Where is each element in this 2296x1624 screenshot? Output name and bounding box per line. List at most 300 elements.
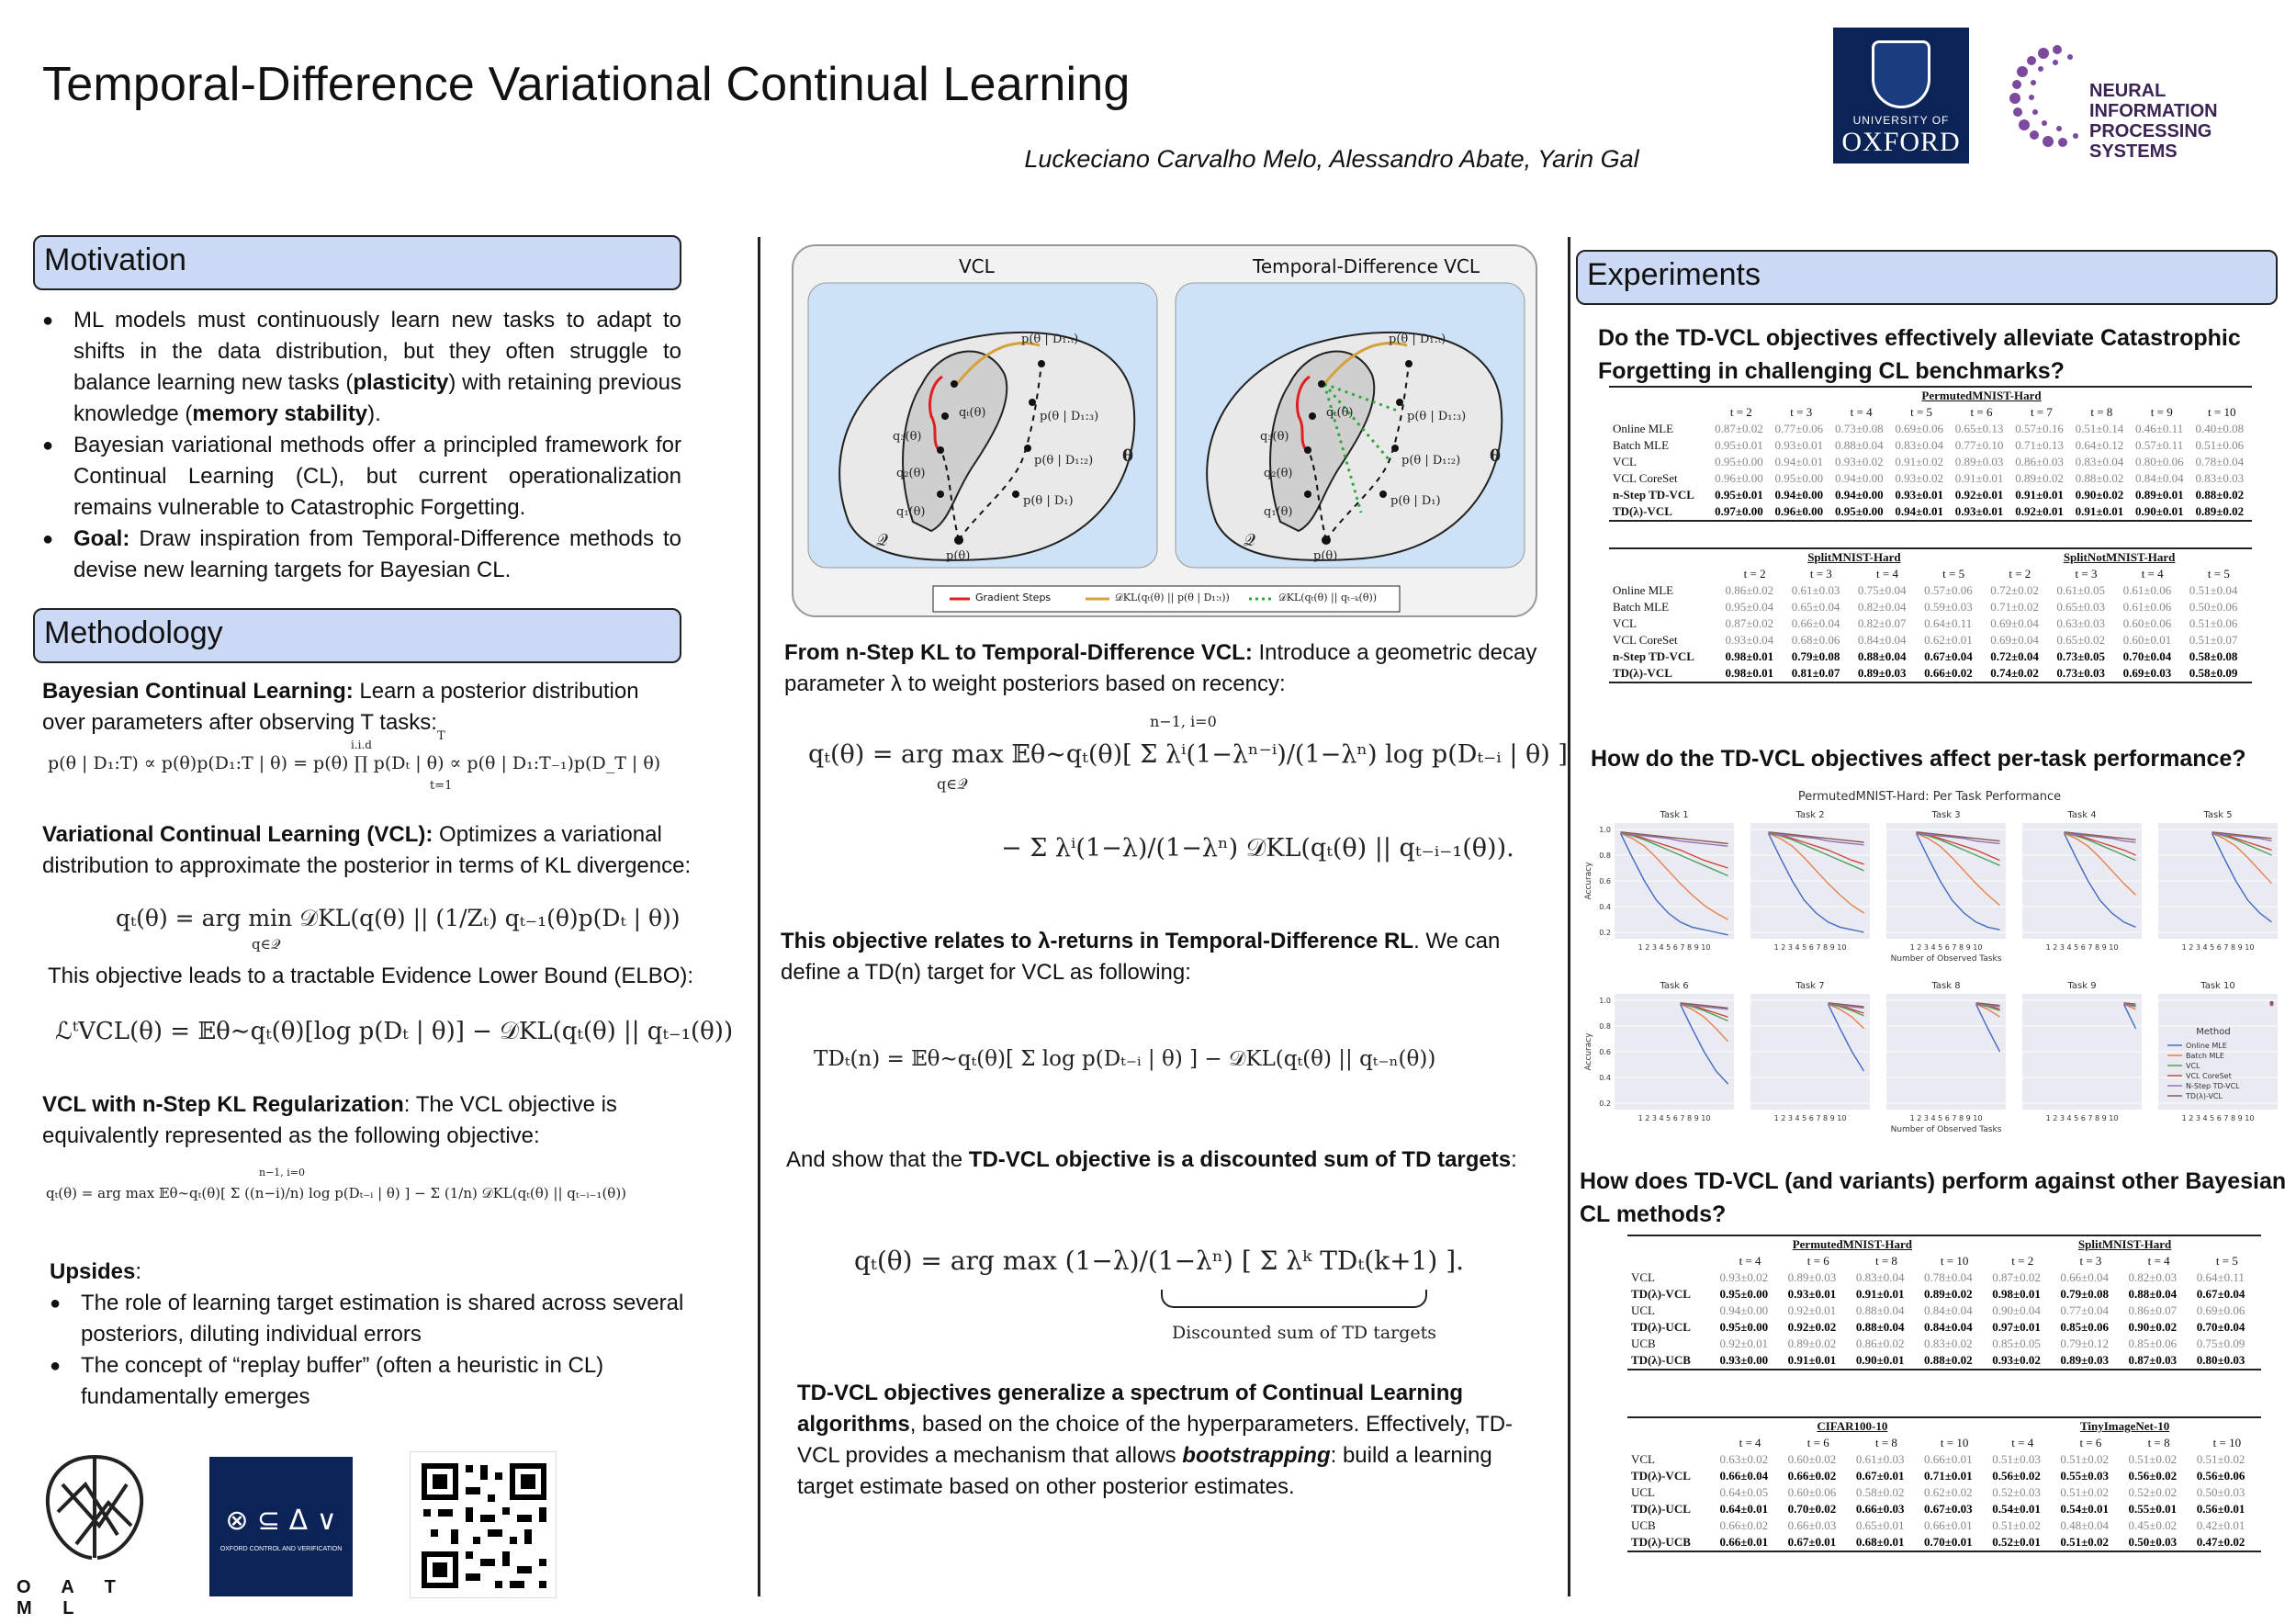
eq-td-sum: n−1, i=0 — [1150, 713, 1217, 730]
table-cell: 0.70±0.04 — [2196, 1320, 2245, 1334]
table-cell: 0.97±0.01 — [1992, 1320, 2041, 1334]
table-cell: 0.51±0.07 — [2189, 633, 2238, 647]
question-1: Do the TD-VCL objectives effectively alleviate Catastrophic Forgetting in challenging CL benchmarks? — [1598, 325, 2241, 384]
table-cell: 0.71±0.13 — [2015, 438, 2064, 452]
diagram-q1-right: q₁(θ) — [1264, 505, 1293, 519]
table-cell: 0.61±0.06 — [2122, 583, 2172, 597]
table-cell: 0.84±0.04 — [1857, 633, 1907, 647]
eq-bayes — [48, 729, 661, 793]
oxford-crest-icon — [1872, 40, 1930, 108]
upsides-label-text: Upsides — [50, 1259, 136, 1284]
table-cell: 0.93±0.01 — [1954, 504, 2004, 518]
table-cell: 0.88±0.04 — [1834, 438, 1884, 452]
table-cell: 0.95±0.01 — [1715, 438, 1763, 452]
table1-title: PermutedMNIST-Hard — [1921, 389, 2042, 402]
eq-elbo: ℒᵗVCL(θ) = 𝔼θ∼qₜ(θ)[log p(Dₜ | θ)] − 𝒟KL(qₜ(θ) || qₜ₋₁(θ)) — [55, 1018, 734, 1045]
table-cell: 0.56±0.06 — [2196, 1469, 2245, 1483]
motivation-item — [42, 524, 681, 586]
table-cell: 0.42±0.01 — [2196, 1518, 2245, 1532]
table-row — [1609, 503, 2252, 520]
column-header: t = 8 — [2147, 1436, 2170, 1449]
column-header: t = 2 — [2009, 567, 2032, 581]
legend-entry: TD(λ)-VCL — [2186, 1092, 2223, 1100]
table-row — [1609, 632, 2252, 648]
table-cell: 0.70±0.02 — [1787, 1502, 1837, 1516]
vcl-label: Variational Continual Learning (VCL): — [42, 822, 433, 847]
diagram-p13: p(θ | D₁:₃) — [1040, 410, 1099, 423]
motivation-b1-memory: memory stability — [192, 401, 368, 426]
table-cell: 0.86±0.03 — [2015, 455, 2064, 468]
subplot-title: Task 9 — [2067, 981, 2097, 991]
table-row — [1609, 599, 2252, 615]
eq-brace-label: Discounted sum of TD targets — [1172, 1323, 1437, 1343]
table-cell: 0.66±0.04 — [2060, 1270, 2109, 1284]
table-cell: 0.51±0.02 — [2128, 1452, 2178, 1466]
table-cell: 0.63±0.02 — [1719, 1452, 1769, 1466]
table-cell: 0.89±0.02 — [2195, 504, 2245, 518]
neurips-logo — [2002, 37, 2278, 162]
legend-title: Method — [2196, 1027, 2231, 1037]
eq-td-sub: q∈𝒬 — [937, 775, 968, 793]
table-cell: 0.93±0.02 — [1719, 1270, 1769, 1284]
column-header: t = 5 — [1942, 567, 1965, 581]
table-row — [1627, 1468, 2261, 1484]
method-name: UCL — [1631, 1485, 1655, 1499]
table-cell: 0.64±0.11 — [2196, 1270, 2245, 1284]
table-cell: 0.56±0.02 — [2128, 1469, 2178, 1483]
eq-bayes-lower: t=1 — [430, 779, 453, 793]
table-cell: 0.69±0.06 — [1895, 422, 1943, 435]
column-header: t = 10 — [1940, 1254, 1969, 1268]
subplot-title: Task 2 — [1795, 810, 1825, 820]
subplot-title: Task 4 — [2067, 810, 2097, 820]
table-cell: 0.54±0.01 — [2060, 1502, 2109, 1516]
motivation-b1-post: ). — [367, 401, 381, 426]
table-cell: 0.80±0.06 — [2135, 455, 2184, 468]
column-header: t = 4 — [1739, 1254, 1761, 1268]
motivation-goal-label: Goal: — [73, 526, 130, 551]
table-cell: 0.89±0.03 — [2060, 1353, 2109, 1367]
table-cell: 0.68±0.06 — [1791, 633, 1840, 647]
diagram-p1t-right: p(θ | D₁:ₜ) — [1389, 333, 1446, 346]
diagram-qt-right: qₜ(θ) — [1326, 406, 1354, 420]
y-tick-label: 0.2 — [1599, 929, 1611, 937]
method-name: TD(λ)-UCL — [1631, 1320, 1691, 1334]
table-row — [1627, 1319, 2261, 1336]
method-name: TD(λ)-UCL — [1631, 1502, 1691, 1516]
method-name: UCL — [1631, 1303, 1655, 1317]
table-cell: 0.84±0.04 — [2135, 471, 2184, 485]
x-tick-labels: 1 2 3 4 5 6 7 8 9 10 — [2181, 1114, 2255, 1122]
qr-code-icon — [411, 1452, 557, 1599]
method-name: Online MLE — [1613, 583, 1674, 597]
table-cell: 0.73±0.03 — [2056, 666, 2106, 680]
neurips-line2: PROCESSING SYSTEMS — [2089, 121, 2212, 162]
table-cell: 0.66±0.01 — [1924, 1518, 1973, 1532]
table-cell: 0.90±0.01 — [2135, 504, 2184, 518]
oxford-logo-line2: OXFORD — [1841, 127, 1961, 157]
eq-vcl-text: qₜ(θ) = arg min 𝒟KL(q(θ) || (1/Zₜ) qₜ₋₁(θ)p(Dₜ | θ)) — [116, 905, 681, 931]
table-cell: 0.66±0.02 — [1924, 666, 1973, 680]
table-cell: 0.69±0.04 — [1990, 633, 2039, 647]
eq-nstep-sum: n−1, i=0 — [259, 1167, 306, 1179]
x-tick-labels: 1 2 3 4 5 6 7 8 9 10 — [1773, 943, 1847, 952]
poster-title: Temporal-Difference Variational Continual Learning — [42, 58, 1131, 111]
table-cell: 0.90±0.01 — [1855, 1353, 1905, 1367]
column-header: t = 4 — [2141, 567, 2164, 581]
table-cell: 0.88±0.04 — [1857, 649, 1907, 663]
table-cell: 0.95±0.00 — [1719, 1287, 1769, 1301]
y-tick-label: 1.0 — [1599, 826, 1611, 834]
table-cell: 0.57±0.11 — [2135, 438, 2184, 452]
x-tick-labels: 1 2 3 4 5 6 7 8 9 10 — [1773, 1114, 1847, 1122]
x-tick-labels: 1 2 3 4 5 6 7 8 9 10 — [1638, 943, 1711, 952]
method-name: TD(λ)-VCL — [1613, 504, 1672, 518]
td-intro-label: From n-Step KL to Temporal-Difference VCL: — [784, 640, 1253, 665]
table-cell: 0.98±0.01 — [1725, 666, 1774, 680]
eq-tdn: TDₜ(n) = 𝔼θ∼qₜ(θ)[ Σ log p(Dₜ₋ᵢ | θ) ] − 𝒟KL(qₜ(θ) || qₜ₋ₙ(θ)) — [814, 1047, 1436, 1071]
table-cell: 0.67±0.04 — [2196, 1287, 2245, 1301]
table-cell: 0.64±0.12 — [2075, 438, 2124, 452]
qr-code[interactable] — [410, 1451, 557, 1598]
table-cell: 0.60±0.01 — [2122, 633, 2172, 647]
table-cell: 0.92±0.01 — [2015, 504, 2064, 518]
table-cell: 0.86±0.02 — [1855, 1336, 1905, 1350]
x-tick-labels: 1 2 3 4 5 6 7 8 9 10 — [1638, 1114, 1711, 1122]
table-cell: 0.91±0.02 — [1895, 455, 1943, 468]
table-cell: 0.45±0.02 — [2128, 1518, 2178, 1532]
y-tick-label: 0.2 — [1599, 1100, 1611, 1108]
table-cell: 0.90±0.02 — [2128, 1320, 2178, 1334]
table-cell: 0.71±0.01 — [1924, 1469, 1973, 1483]
table-row — [1627, 1534, 2261, 1551]
table-cell: 0.69±0.06 — [2196, 1303, 2245, 1317]
table-cell: 0.87±0.03 — [2128, 1353, 2178, 1367]
lambda-text: . We can define a TD(n) target for VCL as following: — [781, 929, 1501, 985]
column-header: t = 10 — [1940, 1436, 1969, 1449]
experiments-heading: Experiments — [1576, 250, 2278, 305]
lambda-paragraph — [781, 926, 1534, 988]
table-cell: 0.74±0.02 — [1990, 666, 2039, 680]
legend-kl: 𝒟KL(qₜ(θ) || p(θ | D₁:ₜ)) — [1115, 592, 1230, 603]
table-cell: 0.95±0.04 — [1725, 600, 1774, 614]
table-cell: 0.59±0.03 — [1924, 600, 1973, 614]
column-header: t = 2 — [2011, 1254, 2034, 1268]
table-ucl-ucb-2 — [1627, 1416, 2261, 1552]
table-cell: 0.93±0.02 — [1895, 471, 1943, 485]
table-row — [1609, 665, 2252, 682]
column-header: t = 4 — [1876, 567, 1898, 581]
table-cell: 0.61±0.06 — [2122, 600, 2172, 614]
y-tick-label: 0.4 — [1599, 903, 1611, 911]
table-cell: 0.61±0.03 — [1855, 1452, 1905, 1466]
table-cell: 0.66±0.01 — [1719, 1535, 1769, 1549]
table-cell: 0.52±0.03 — [1992, 1485, 2041, 1499]
table-cell: 0.52±0.01 — [1992, 1535, 2041, 1549]
table-cell: 0.94±0.01 — [1895, 504, 1943, 518]
oatml-text: O A T M L — [17, 1577, 129, 1618]
table-cell: 0.65±0.02 — [2056, 633, 2106, 647]
diagram-p13-right: p(θ | D₁:₃) — [1407, 410, 1467, 423]
pertask-title: PermutedMNIST-Hard: Per Task Performance — [1797, 790, 2062, 804]
show-pre: And show that the — [786, 1147, 969, 1172]
table-cell: 0.95±0.00 — [1719, 1320, 1769, 1334]
diagram-Q-right: 𝒬 — [1244, 531, 1255, 550]
table-cell: 0.51±0.02 — [2060, 1485, 2109, 1499]
oxford-logo — [1833, 28, 1969, 164]
column-header: t = 3 — [2075, 567, 2098, 581]
eq-td1-text: qₜ(θ) = arg max 𝔼θ∼qₜ(θ)[ Σ λⁱ(1−λⁿ⁻ⁱ)/(1−λⁿ) log p(Dₜ₋ᵢ | θ) ] — [808, 740, 1568, 769]
column-divider-2 — [1568, 237, 1570, 1596]
table-cell: 0.83±0.04 — [1855, 1270, 1905, 1284]
table-cell: 0.61±0.03 — [1791, 583, 1840, 597]
bcl-paragraph — [42, 676, 685, 739]
table-cell: 0.89±0.03 — [1954, 455, 2004, 468]
diagram-p1-right: p(θ | D₁) — [1390, 494, 1441, 508]
oatml-brain-icon — [35, 1448, 154, 1567]
table-cell: 0.95±0.01 — [1715, 488, 1763, 502]
table-row — [1609, 615, 2252, 632]
method-name: UCB — [1631, 1336, 1656, 1350]
table-cell: 0.87±0.02 — [1725, 616, 1774, 630]
table-cell: 0.93±0.01 — [1774, 438, 1824, 452]
eq-bayes-text: p(θ | D₁:T) ∝ p(θ)p(D₁:T | θ) = p(θ) ∏ p(Dₜ | θ) ∝ p(θ | D₁:T₋₁)p(D_T | θ) — [48, 753, 661, 773]
table2-title-a: SplitMNIST-Hard — [1807, 550, 1901, 564]
table-cell: 0.60±0.06 — [1787, 1485, 1837, 1499]
table-cell: 0.89±0.03 — [1787, 1270, 1837, 1284]
table-cell: 0.65±0.13 — [1954, 422, 2004, 435]
method-name: TD(λ)-VCL — [1631, 1469, 1691, 1483]
diagram-q2: q₂(θ) — [896, 467, 926, 480]
motivation-list — [42, 305, 681, 586]
table-cell: 0.89±0.03 — [1857, 666, 1907, 680]
table-cell: 0.46±0.11 — [2135, 422, 2184, 435]
nstep-label: VCL with n-Step KL Regularization — [42, 1092, 404, 1117]
generalize-mid: , based on the choice of the hyperparameters. Effectively, TD-VCL provides a mechanism that allows — [797, 1412, 1514, 1468]
y-tick-label: 1.0 — [1599, 997, 1611, 1005]
diagram-q3-right: q₃(θ) — [1260, 430, 1289, 444]
table-cell: 0.77±0.06 — [1774, 422, 1824, 435]
table-cell: 0.91±0.01 — [2015, 488, 2064, 502]
method-name: VCL CoreSet — [1613, 471, 1678, 485]
method-name: UCB — [1631, 1518, 1656, 1532]
table-cell: 0.94±0.00 — [1719, 1303, 1769, 1317]
table-cell: 0.77±0.04 — [2060, 1303, 2109, 1317]
table-cell: 0.48±0.04 — [2060, 1518, 2109, 1532]
column-header: t = 6 — [1806, 1254, 1829, 1268]
table-cell: 0.86±0.02 — [1725, 583, 1774, 597]
x-tick-labels: 1 2 3 4 5 6 7 8 9 10 — [2045, 943, 2119, 952]
column-header: t = 8 — [1874, 1436, 1897, 1449]
table-cell: 0.70±0.04 — [2122, 649, 2172, 663]
diagram-theta-right: θ — [1490, 446, 1502, 466]
subplot-title: Task 1 — [1660, 810, 1689, 820]
authors: Luckeciano Carvalho Melo, Alessandro Abate, Yarin Gal — [1024, 145, 1639, 173]
table-cell: 0.55±0.03 — [2060, 1469, 2109, 1483]
table4-title-a: CIFAR100-10 — [1817, 1419, 1888, 1433]
x-tick-labels: 1 2 3 4 5 6 7 8 9 10 — [2181, 943, 2255, 952]
table-cell: 0.78±0.04 — [1924, 1270, 1973, 1284]
table-cell: 0.66±0.04 — [1719, 1469, 1769, 1483]
table-cell: 0.88±0.04 — [2128, 1287, 2178, 1301]
table-cell: 0.85±0.06 — [2060, 1320, 2109, 1334]
table-cell: 0.84±0.04 — [1924, 1320, 1973, 1334]
table-permuted-mnist — [1609, 386, 2252, 522]
column-header: t = 7 — [2030, 405, 2053, 419]
column-header: t = 2 — [1743, 567, 1766, 581]
table-cell: 0.66±0.01 — [1924, 1452, 1973, 1466]
eq-bayes-upper: T — [437, 729, 445, 743]
nstep-text: : The VCL objective is equivalently represented as the following objective: — [42, 1092, 617, 1148]
bcl-label: Bayesian Continual Learning: — [42, 679, 354, 704]
method-name: TD(λ)-UCB — [1631, 1535, 1691, 1549]
table-cell: 0.91±0.01 — [1787, 1353, 1837, 1367]
column-header: t = 6 — [1970, 405, 1993, 419]
table4-title-b: TinyImageNet-10 — [2079, 1419, 2170, 1433]
x-tick-labels: 1 2 3 4 5 6 7 8 9 10 — [1909, 943, 1983, 952]
table-cell: 0.57±0.06 — [1924, 583, 1973, 597]
motivation-heading: Motivation — [33, 235, 681, 290]
table-cell: 0.60±0.02 — [1787, 1452, 1837, 1466]
vcl-paragraph — [42, 819, 713, 882]
diagram-p1: p(θ | D₁) — [1023, 494, 1074, 508]
table-row — [1609, 421, 2252, 437]
table-row — [1627, 1451, 2261, 1468]
table-cell: 0.87±0.02 — [1992, 1270, 2041, 1284]
y-tick-label: 0.6 — [1599, 1048, 1611, 1056]
subplot-title: Task 3 — [1931, 810, 1961, 820]
table-cell: 0.65±0.01 — [1855, 1518, 1905, 1532]
diagram-p12-right: p(θ | D₁:₂) — [1401, 454, 1461, 468]
upside-item: ● The role of learning target estimation is shared across several posteriors, diluting individual errors — [50, 1288, 711, 1350]
motivation-b1-plasticity: plasticity — [353, 370, 449, 395]
table-cell: 0.54±0.01 — [1992, 1502, 2041, 1516]
table-cell: 0.64±0.11 — [1924, 616, 1973, 630]
table-cell: 0.91±0.01 — [1855, 1287, 1905, 1301]
table-cell: 0.55±0.01 — [2128, 1502, 2178, 1516]
eq-vcl-sub: q∈𝒬 — [252, 936, 281, 953]
table-cell: 0.81±0.07 — [1791, 666, 1840, 680]
table-row — [1627, 1501, 2261, 1517]
question-3: How does TD-VCL (and variants) perform against other Bayesian CL methods? — [1580, 1168, 2287, 1227]
column-header: t = 3 — [1790, 405, 1813, 419]
table-cell: 0.50±0.03 — [2128, 1535, 2178, 1549]
table-cell: 0.52±0.02 — [2128, 1485, 2178, 1499]
y-tick-label: 0.6 — [1599, 877, 1611, 885]
table-cell: 0.82±0.03 — [2128, 1270, 2178, 1284]
td-intro-paragraph — [784, 637, 1537, 700]
table-cell: 0.65±0.04 — [1791, 600, 1840, 614]
diagram-p0: p(θ) — [946, 549, 971, 563]
subplot-title: Task 5 — [2203, 810, 2233, 820]
table-cell: 0.89±0.02 — [2015, 471, 2064, 485]
table-row — [1609, 470, 2252, 487]
upside-item: ● The concept of “replay buffer” (often a heuristic in CL) fundamentally emerges — [50, 1350, 711, 1413]
series-point — [2270, 1001, 2274, 1005]
table-cell: 0.66±0.02 — [1787, 1469, 1837, 1483]
table-cell: 0.66±0.02 — [1719, 1518, 1769, 1532]
eq-discounted: qₜ(θ) = arg max (1−λ)/(1−λⁿ) [ Σ λᵏ TDₜ(k+1) ]. — [854, 1246, 1465, 1276]
table-cell: 0.58±0.02 — [1855, 1485, 1905, 1499]
subplot-title: Task 6 — [1660, 981, 1689, 991]
upsides-list — [50, 1288, 711, 1413]
table-row — [1627, 1352, 2261, 1369]
table-cell: 0.50±0.03 — [2196, 1485, 2245, 1499]
table-cell: 0.98±0.01 — [1992, 1287, 2041, 1301]
column-divider-1 — [758, 237, 760, 1596]
table-cell: 0.66±0.03 — [1855, 1502, 1905, 1516]
eq-bayes-iid: i.i.d — [351, 739, 372, 751]
table-cell: 0.62±0.01 — [1924, 633, 1973, 647]
legend-td: 𝒟KL(qₜ(θ) || qₜ₋ₖ(θ)) — [1278, 592, 1378, 603]
table-cell: 0.69±0.04 — [1990, 616, 2039, 630]
motivation-goal: Draw inspiration from Temporal-Difference methods to devise new learning targets for Bayesian CL. — [73, 526, 681, 582]
table-cell: 0.86±0.07 — [2128, 1303, 2178, 1317]
oxford-logo-line1: UNIVERSITY OF — [1852, 114, 1950, 127]
pertask-svg — [1578, 786, 2281, 1141]
table-cell: 0.70±0.01 — [1924, 1535, 1973, 1549]
table-row — [1627, 1286, 2261, 1303]
nstep-paragraph — [42, 1089, 685, 1152]
ocv-logo — [209, 1457, 353, 1596]
table-cell: 0.67±0.04 — [1924, 649, 1973, 663]
table2-title-b: SplitNotMNIST-Hard — [2063, 550, 2176, 564]
table-cell: 0.88±0.02 — [1924, 1353, 1973, 1367]
table-cell: 0.67±0.01 — [1787, 1535, 1837, 1549]
table-split-mnist — [1609, 547, 2252, 683]
table-cell: 0.89±0.01 — [2135, 488, 2184, 502]
legend-entry: VCL CoreSet — [2186, 1072, 2232, 1080]
table-cell: 0.67±0.03 — [1924, 1502, 1973, 1516]
table-cell: 0.91±0.01 — [2075, 504, 2124, 518]
table-row — [1609, 487, 2252, 503]
bcl-text: Learn a posterior distribution over parameters after observing T tasks: — [42, 679, 639, 735]
table-cell: 0.72±0.02 — [1990, 583, 2039, 597]
table-cell: 0.57±0.16 — [2015, 422, 2064, 435]
table-cell: 0.94±0.00 — [1834, 488, 1884, 502]
table3-title-b: SplitMNIST-Hard — [2077, 1237, 2172, 1251]
table-cell: 0.51±0.04 — [2189, 583, 2238, 597]
lambda-label: This objective relates to λ-returns in Temporal-Difference RL — [781, 929, 1414, 953]
y-tick-label: 0.4 — [1599, 1074, 1611, 1082]
column-header: t = 10 — [2212, 1436, 2242, 1449]
method-name: TD(λ)-VCL — [1613, 666, 1672, 680]
question-2: How do the TD-VCL objectives affect per-task performance? — [1591, 746, 2246, 772]
column-header: t = 3 — [2079, 1254, 2102, 1268]
table-cell: 0.62±0.02 — [1924, 1485, 1973, 1499]
table-row — [1627, 1269, 2261, 1286]
column-header: t = 5 — [2215, 1254, 2238, 1268]
column-header: t = 9 — [2150, 405, 2173, 419]
table-cell: 0.77±0.10 — [1954, 438, 2004, 452]
table-cell: 0.71±0.02 — [1990, 600, 2039, 614]
column-header: t = 5 — [2207, 567, 2230, 581]
table-cell: 0.64±0.05 — [1719, 1485, 1769, 1499]
neurips-swirl-icon — [2002, 37, 2089, 156]
table-cell: 0.88±0.02 — [2075, 471, 2124, 485]
legend-entry: Online MLE — [2186, 1042, 2227, 1050]
table-cell: 0.67±0.01 — [1855, 1469, 1905, 1483]
diagram-right-title: Temporal-Difference VCL — [1253, 255, 1480, 277]
neurips-line1: NEURAL INFORMATION — [2089, 81, 2218, 121]
method-name: Batch MLE — [1613, 438, 1670, 452]
subplot-title: Task 10 — [2200, 981, 2235, 991]
table-cell: 0.51±0.06 — [2189, 616, 2238, 630]
table-row — [1609, 454, 2252, 470]
diagram-theta: θ — [1122, 446, 1134, 466]
table-cell: 0.72±0.04 — [1990, 649, 2039, 663]
diagram-qt: qₜ(θ) — [959, 406, 986, 420]
